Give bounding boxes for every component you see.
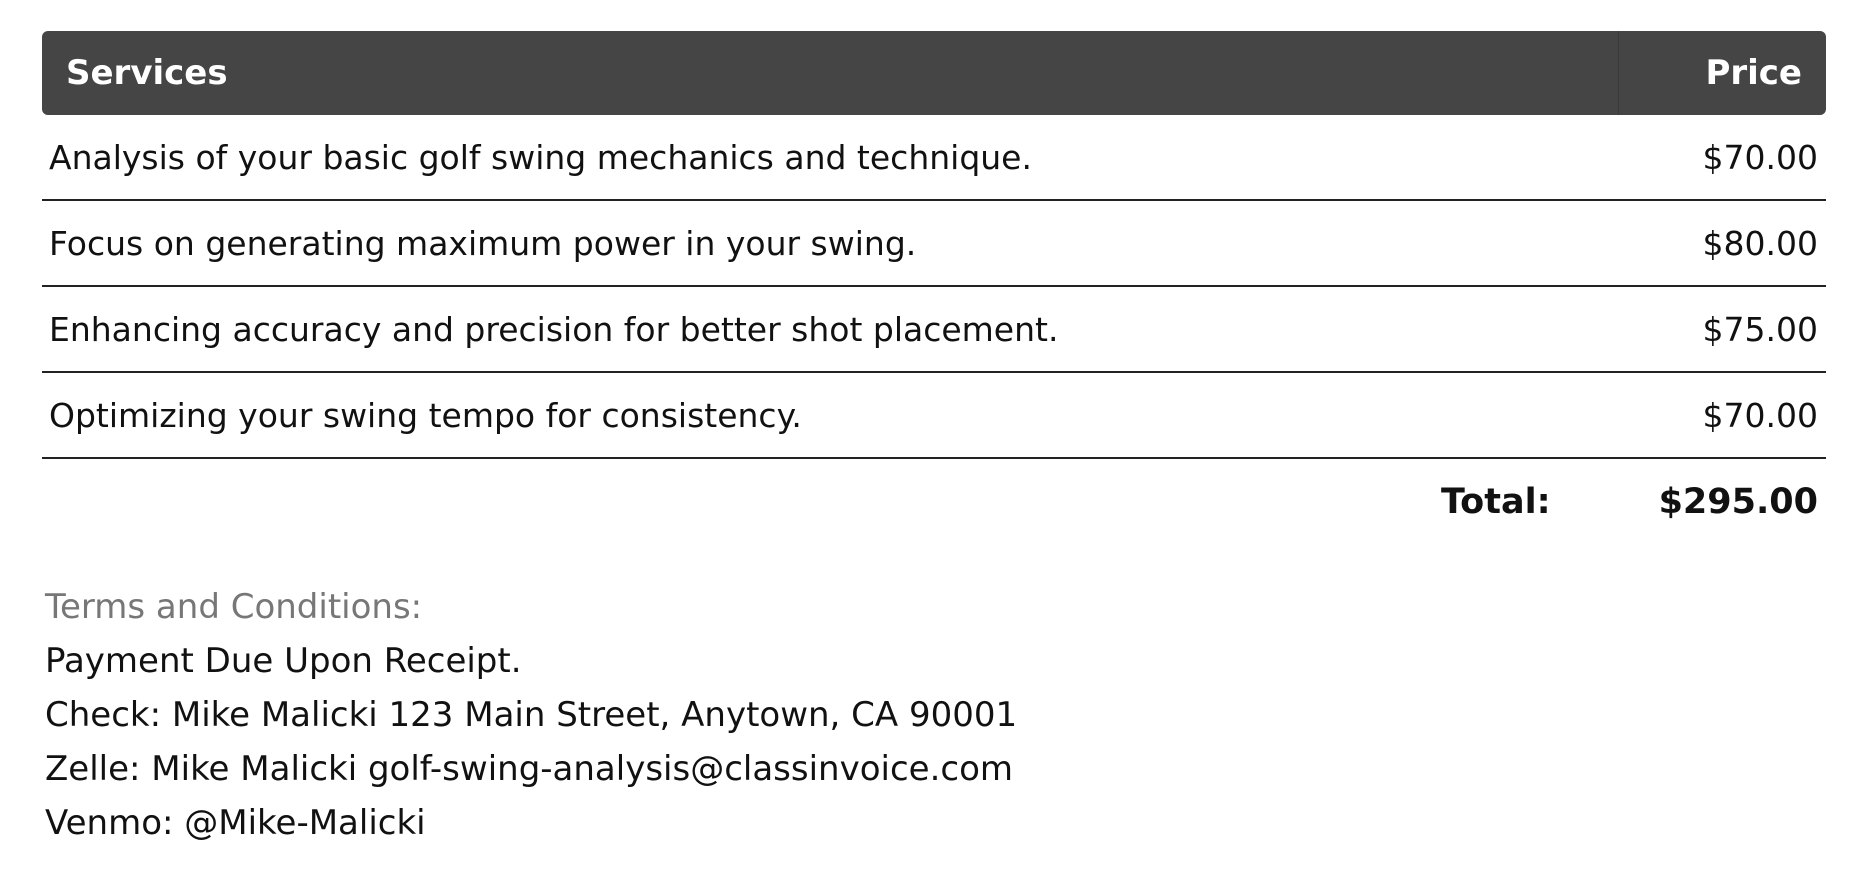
total-label: Total: — [1440, 482, 1551, 522]
row-service: Optimizing your swing tempo for consistency. — [49, 395, 802, 435]
row-service: Analysis of your basic golf swing mechanics and technique. — [49, 137, 1032, 177]
terms-section — [45, 580, 1017, 850]
row-price: $70.00 — [1702, 395, 1818, 435]
header-services: Services — [66, 53, 228, 93]
terms-payment-due: Payment Due Upon Receipt. — [45, 641, 522, 681]
row-price: $70.00 — [1702, 137, 1818, 177]
table-row — [42, 201, 1826, 287]
header-price: Price — [1705, 53, 1802, 93]
terms-check: Check: Mike Malicki 123 Main Street, Anytown, CA 90001 — [45, 695, 1018, 735]
services-table — [42, 31, 1826, 545]
column-divider — [1618, 31, 1619, 115]
table-row — [42, 287, 1826, 373]
row-price: $75.00 — [1702, 309, 1818, 349]
terms-zelle: Zelle: Mike Malicki golf-swing-analysis@classinvoice.com — [45, 749, 1014, 789]
row-price: $80.00 — [1702, 223, 1818, 263]
table-row — [42, 115, 1826, 201]
total-value: $295.00 — [1658, 482, 1818, 522]
terms-heading: Terms and Conditions: — [45, 587, 423, 627]
total-row — [42, 459, 1826, 545]
row-service: Focus on generating maximum power in your swing. — [49, 223, 917, 263]
terms-venmo: Venmo: @Mike-Malicki — [45, 803, 426, 843]
table-header — [42, 31, 1826, 115]
row-service: Enhancing accuracy and precision for better shot placement. — [49, 309, 1059, 349]
table-row — [42, 373, 1826, 459]
